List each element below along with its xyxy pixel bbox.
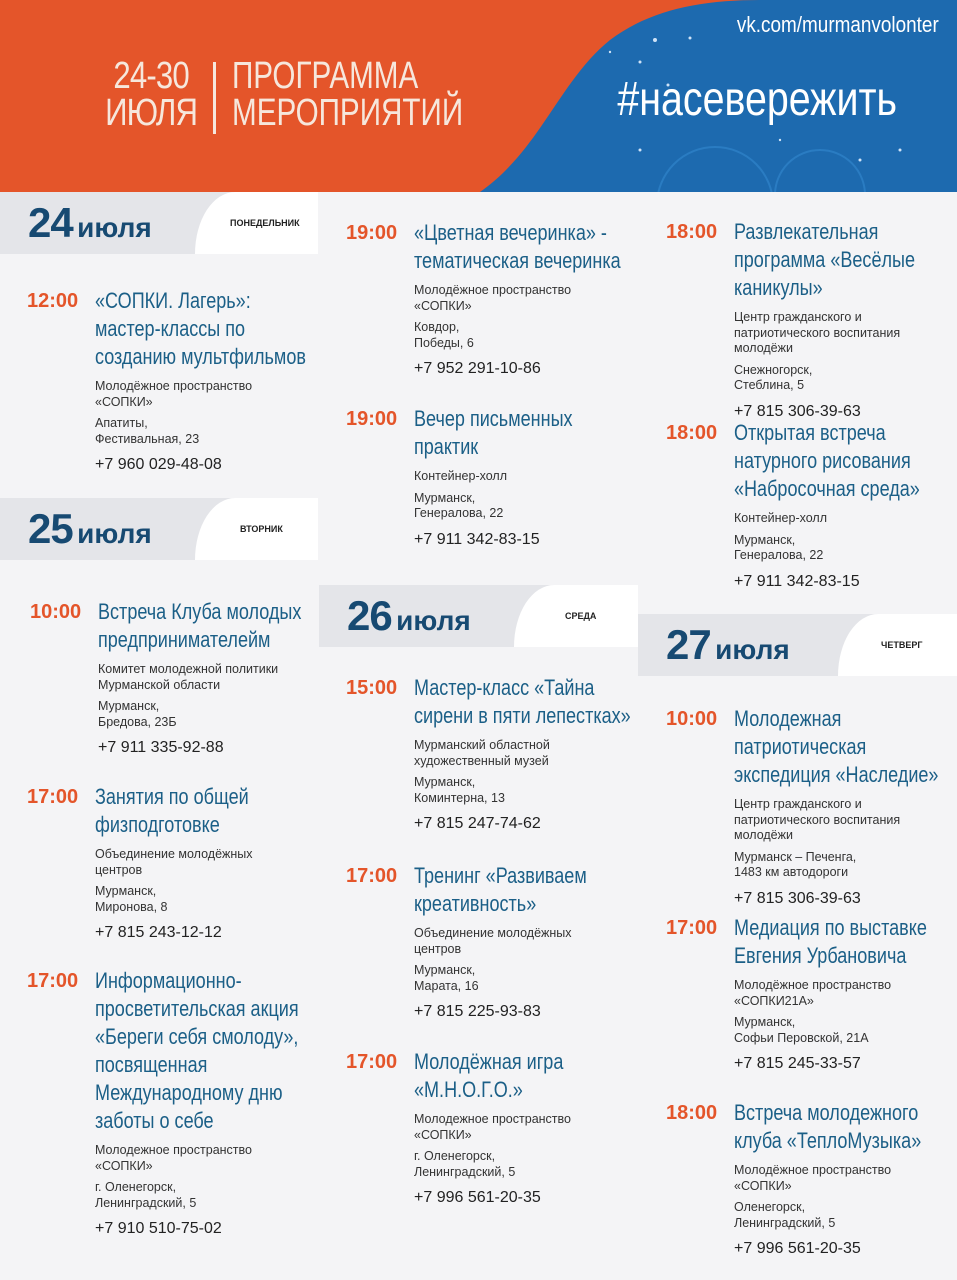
header-divider [213,62,216,134]
event-title: Открытая встреча натурного рисования «Набросочная среда» [734,420,920,501]
event-organizer: Комитет молодежной политики Мурманской области [98,662,279,692]
event-title: Информационно-просветительская акция «Береги себя смолоду», посвященная Международному дню заботы о себе [95,968,299,1133]
event-phone[interactable]: +7 952 291-10-86 [414,360,541,377]
page-title: ПРОГРАММА МЕРОПРИЯТИЙ [232,55,464,134]
event-phone[interactable]: +7 815 306-39-63 [734,402,861,420]
page-header [0,0,957,192]
event-title: Молодежная патриотическая экспедиция «Наследие» [734,706,939,787]
event-time: 17:00 [346,865,398,887]
event-title: Медиация по выставке Евгения Урбановича [734,915,927,968]
event-title: Тренинг «Развиваем креативность» [414,863,587,916]
event-time: 12:00 [27,290,79,312]
event-title: Встреча молодежного клуба «ТеплоМузыка» [734,1100,922,1153]
hashtag: #насевережить [617,73,897,126]
event-phone[interactable]: +7 910 510-75-02 [95,1220,222,1237]
event-phone[interactable]: +7 815 245-33-57 [734,1055,861,1072]
event-time: 18:00 [666,221,718,243]
event-address: Мурманск, Коминтерна, 13 [414,775,505,805]
event-organizer: Объединение молодёжных центров [414,926,572,956]
event-title: Развлекательная программа «Весёлые каникулы» [734,219,916,300]
event-organizer: Молодёжное пространство «СОПКИ» [734,1163,892,1193]
day-header-26 [319,585,638,647]
event-time: 15:00 [346,677,398,699]
event-time: 19:00 [346,222,398,244]
event-time: 18:00 [666,422,718,444]
event-phone[interactable]: +7 911 342-83-15 [414,530,540,548]
event-phone[interactable]: +7 815 243-12-12 [95,924,222,941]
event-organizer: Молодёжное пространство «СОПКИ» [95,379,253,409]
weekday-label: ПОНЕДЕЛЬНИК [230,218,300,228]
day-header-25 [0,498,318,560]
event-phone[interactable]: +7 960 029-48-08 [95,456,222,473]
day-header-27 [638,614,957,676]
event-phone[interactable]: +7 996 561-20-35 [734,1240,861,1257]
event-phone[interactable]: +7 815 225-93-83 [414,1003,541,1020]
event-title: «Цветная вечеринка» - тематическая вечеринка [414,220,621,273]
event-organizer: Мурманский областной художественный музей [414,738,550,768]
event-title: Молодёжная игра «М.Н.О.Г.О.» [414,1049,564,1102]
event-address: Мурманск, Генералова, 22 [414,490,504,520]
event-time: 17:00 [27,786,79,808]
event-title: Мастер-класс «Тайна сирени в пяти лепестках» [414,675,631,728]
event-organizer: Центр гражданского и патриотического воспитания молодёжи [734,310,901,355]
event-title: Вечер письменных практик [414,406,573,459]
event-title: «СОПКИ. Лагерь»: мастер-классы по созданию мультфильмов [95,288,306,369]
event-title: Занятия по общей физподготовке [95,784,249,837]
event-organizer: Молодежное пространство «СОПКИ» [414,1112,571,1142]
event-organizer: Молодёжное пространство «СОПКИ21А» [734,978,892,1008]
event-address: Мурманск, Миронова, 8 [95,884,168,914]
event-time: 10:00 [30,601,82,623]
event-address: Снежногорск, Стеблина, 5 [734,362,813,392]
event-phone[interactable]: +7 815 306-39-63 [734,889,861,907]
event-address: Мурманск, Бредова, 23Б [98,699,177,729]
event-phone[interactable]: +7 996 561-20-35 [414,1189,541,1206]
event-organizer: Молодёжное пространство «СОПКИ» [414,283,572,313]
weekday-label: ВТОРНИК [240,524,283,534]
event-phone[interactable]: +7 815 247-74-62 [414,815,541,832]
event-address: г. Оленегорск, Ленинградский, 5 [414,1149,516,1179]
event-time: 17:00 [27,970,79,992]
event-phone[interactable]: +7 911 342-83-15 [734,572,860,590]
event-organizer: Объединение молодёжных центров [95,847,253,877]
event-address: Мурманск, Софьи Перовской, 21А [734,1015,869,1045]
weekday-label: ЧЕТВЕРГ [881,640,923,650]
day-date: 26 июля [347,592,471,639]
event-organizer: Контейнер-холл [414,469,507,483]
event-address: г. Оленегорск, Ленинградский, 5 [95,1180,197,1210]
event-address: Мурманск, Марата, 16 [414,963,479,993]
event-time: 10:00 [666,708,718,730]
event-phone[interactable]: +7 911 335-92-88 [98,739,224,756]
event-address: Ковдор, Победы, 6 [414,320,474,350]
day-date: 24 июля [28,199,152,246]
event-organizer: Центр гражданского и патриотического воспитания молодёжи [734,797,901,842]
date-range: 24-30 ИЮЛЯ [105,55,198,134]
event-time: 17:00 [346,1051,398,1073]
event-organizer: Молодежное пространство «СОПКИ» [95,1143,252,1173]
day-date: 25 июля [28,505,152,552]
event-organizer: Контейнер-холл [734,511,827,525]
day-date: 27 июля [666,621,790,668]
event-time: 19:00 [346,408,398,430]
event-title: Встреча Клуба молодых предпринимателейм [98,599,302,652]
event-address: Мурманск, Генералова, 22 [734,532,824,562]
day-header-24 [0,192,318,254]
event-address: Апатиты, Фестивальная, 23 [95,416,200,446]
vk-link[interactable]: vk.com/murmanvolonter [737,12,939,37]
event-address: Мурманск – Печенга, 1483 км автодороги [734,849,857,879]
event-time: 17:00 [666,917,718,939]
event-address: Оленегорск, Ленинградский, 5 [734,1200,836,1230]
weekday-label: СРЕДА [565,611,597,621]
event-time: 18:00 [666,1102,718,1124]
